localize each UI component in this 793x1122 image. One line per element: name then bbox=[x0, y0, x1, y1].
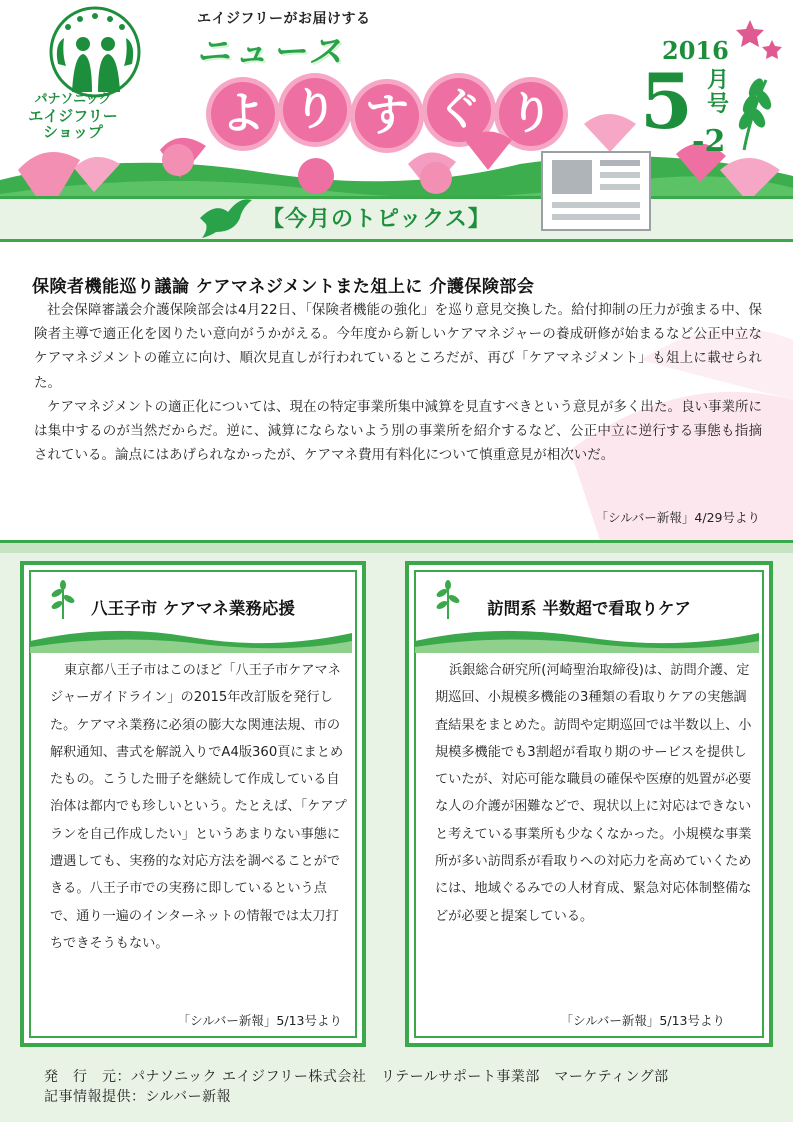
header bbox=[0, 0, 793, 250]
right-box-paragraph: 浜銀総合研究所(河崎聖治取締役)は、訪問介護、定期巡回、小規模多機能の3種類の看取りケアの実態調査結果をまとめた。訪問や定期巡回では半数以上、小規模多機能でも3割超が看取り期のサービスを提供していたが、対応可能な職員の確保や医療的処置が必要な人の介護が困難などで、現状以上に対応はできないと考えている事業所も少なくなかった。小規模な事業所が多い訪問系が看取りへの対応力を高めていくためには、地域ぐるみでの人材育成、緊急対応体制整備などが必要と提案している。 bbox=[435, 663, 752, 924]
issue-month: 5 bbox=[640, 57, 693, 146]
left-box-source: 「シルバー新報」5/13号より bbox=[177, 1013, 342, 1028]
logo-line-1: パナソニック bbox=[34, 92, 112, 107]
issue-month-label: 月号 bbox=[707, 67, 730, 117]
green-wave-decoration bbox=[415, 623, 759, 653]
footer-provider: 記事情報提供：シルバー新報 bbox=[44, 1089, 232, 1105]
main-headline: 保険者機能巡り議論 ケアマネジメントまた俎上に 介護保険部会 bbox=[32, 277, 535, 297]
left-box-paragraph: 東京都八王子市はこのほど「八王子市ケアマネジャーガイドライン」の2015年改訂版を発行した。ケアマネ業務に必須の膨大な関連法規、市の解釈通知、書式を解説入りでA4版360頁にまとめたもの。こうした冊子を継続して作成している自治体は都内でも珍しいという。たとえば、「ケアプランを自己作成したい」というあまりない事態に遭遇しても、実務的な対応方法を調べることができる。八王子市での実務に即しているという点で、通り一遍のインターネットの情報では太刀打ちできそうもない。 bbox=[50, 663, 347, 951]
title-char: ぐ bbox=[437, 84, 481, 135]
left-box-body bbox=[50, 657, 350, 957]
left-article-box bbox=[20, 561, 366, 1047]
logo-line-3: ショップ bbox=[43, 123, 103, 141]
bird-icon bbox=[196, 192, 256, 242]
title-char: よ bbox=[221, 88, 265, 139]
main-paragraph-2: ケアマネジメントの適正化については、現在の特定事業所集中減算を見直すべきという意見が多く出た。良い事業所には集中するのが当然だからだ。逆に、減算にならないよう別の事業所を紹介するなど、公正中立に逆行する事態も指摘されている。論点にはあげられなかったが、ケアマネ費用有料化について慎重意見が相次いだ。 bbox=[34, 398, 762, 464]
section-divider bbox=[0, 540, 793, 553]
title-char: り bbox=[293, 84, 337, 135]
topics-title: 【今月のトピックス】 bbox=[262, 207, 491, 232]
issue-sub-number: -2 bbox=[692, 124, 726, 159]
news-title: ニュース bbox=[196, 32, 347, 72]
left-box-title: 八王子市 ケアマネ業務応援 bbox=[91, 599, 295, 618]
newspaper-icon bbox=[540, 150, 652, 232]
footer-publisher: 発 行 元：パナソニック エイジフリー株式会社 リテールサポート事業部 マーケティング部 bbox=[44, 1069, 669, 1085]
right-box-source: 「シルバー新報」5/13号より bbox=[560, 1013, 725, 1028]
main-paragraph-1: 社会保障審議会介護保険部会は4月22日、「保険者機能の強化」を巡り意見交換した。給付抑制の圧力が強まる中、保険者主導で適正化を図りたい意向がうかがえる。今年度から新しいケアマネジャーの養成研修が始まるなど公正中立なケアマネジメントの確立に向け、順次見直しが行われているところだが、再び「ケアマネジメント」も俎上に載せられた。 bbox=[34, 302, 762, 391]
logo-line-2: エイジフリー bbox=[28, 107, 118, 125]
main-source: 「シルバー新報」4/29号より bbox=[595, 510, 760, 525]
title-char: す bbox=[365, 90, 409, 141]
right-box-title: 訪問系 半数超で看取りケア bbox=[487, 599, 691, 618]
main-body bbox=[34, 298, 762, 467]
right-box-body bbox=[435, 657, 753, 930]
footer bbox=[0, 1058, 793, 1122]
tagline: エイジフリーがお届けする bbox=[197, 11, 371, 27]
green-wave-decoration bbox=[30, 623, 352, 653]
right-article-box bbox=[405, 561, 773, 1047]
title-char: り bbox=[509, 88, 553, 139]
issue-year: 2016 bbox=[662, 36, 729, 65]
